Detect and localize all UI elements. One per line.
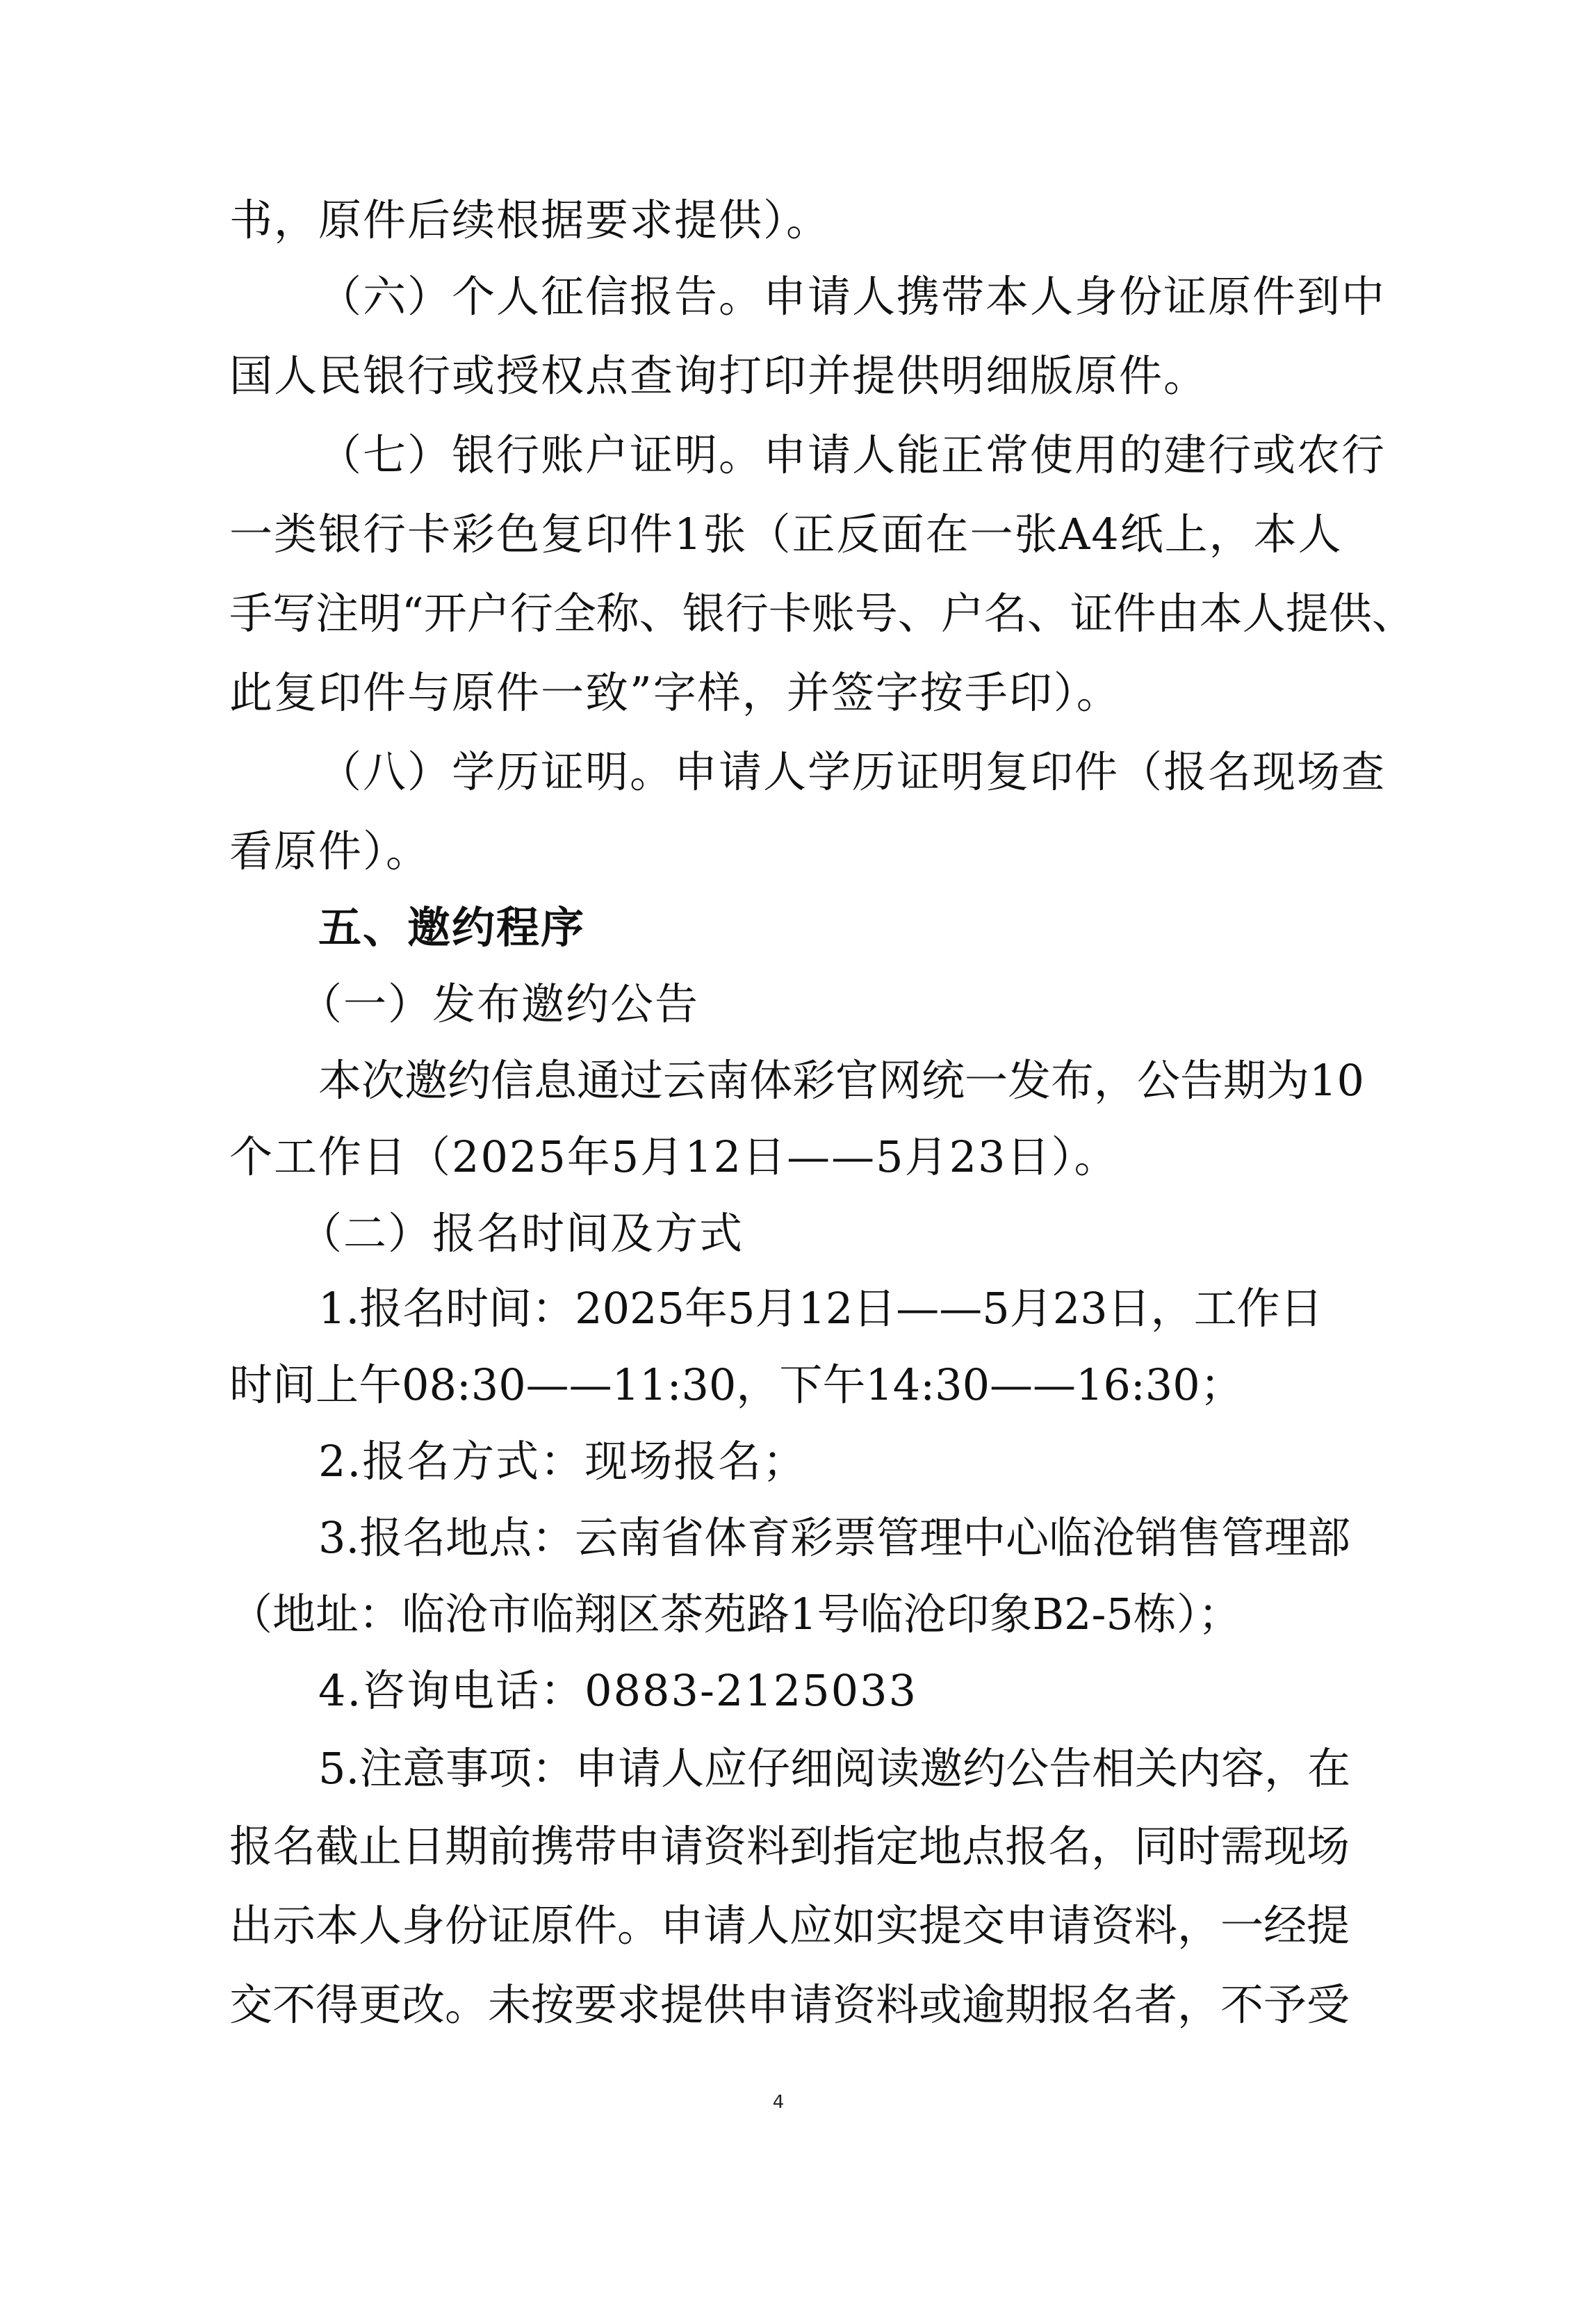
subsection-heading-text: （一）发布邀约公告 (299, 979, 700, 1029)
text-line-content: （八）学历证明。申请人学历证明复印件（报名现场查 (318, 746, 1386, 797)
text-line-content: 5.注意事项：申请人应仔细阅读邀约公告相关内容，在 (318, 1743, 1351, 1794)
text-line-content: （六）个人征信报告。申请人携带本人身份证原件到中 (318, 271, 1386, 322)
text-line-content: 出示本人身份证原件。申请人应如实提交申请资料，一经提 (229, 1900, 1350, 1951)
text-line-content: 本次邀约信息通过云南体彩官网统一发布，公告期为10 (318, 1055, 1364, 1106)
text-line-content: 看原件）。 (229, 826, 431, 876)
text-line-content: （七）银行账户证明。申请人能正常使用的建行或农行 (318, 429, 1386, 480)
text-line-content: 手写注明“开户行全称、银行卡账号、户名、证件由本人提供、 (229, 588, 1415, 639)
text-line-content: （地址：临沧市临翔区茶苑路1号临沧印象B2-5栋）； (229, 1589, 1241, 1639)
text-line-content: 时间上午08:30——11:30，下午14:30——16:30； (229, 1359, 1243, 1410)
text-line-content: 2.报名方式：现场报名； (318, 1436, 808, 1487)
text-line-content: 一类银行卡彩色复印件1张（正反面在一张A4纸上，本人 (229, 509, 1343, 559)
page-number: 4 (772, 2092, 785, 2113)
section-heading-text: 五、邀约程序 (318, 902, 586, 953)
text-line-content: 4.咨询电话：0883-2125033 (318, 1665, 918, 1716)
text-line-content: 报名截止日期前携带申请资料到指定地点报名，同时需现场 (229, 1821, 1350, 1872)
text-line-content: 3.报名地点：云南省体育彩票管理中心临沧销售管理部 (318, 1512, 1351, 1563)
text-line-content: 此复印件与原件一致”字样，并签字按手印）。 (229, 667, 1121, 718)
text-line-content: 1.报名时间：2025年5月12日——5月23日，工作日 (318, 1283, 1323, 1334)
subsection-heading-text: （二）报名时间及方式 (299, 1208, 744, 1259)
text-line-content: 交不得更改。未按要求提供申请资料或逾期报名者，不予受 (229, 1979, 1350, 2030)
text-line-content: 个工作日（2025年5月12日——5月23日）。 (229, 1131, 1119, 1182)
text-line-content: 书，原件后续根据要求提供）。 (229, 195, 831, 245)
text-line-content: 国人民银行或授权点查询打印并提供明细版原件。 (229, 350, 1209, 401)
